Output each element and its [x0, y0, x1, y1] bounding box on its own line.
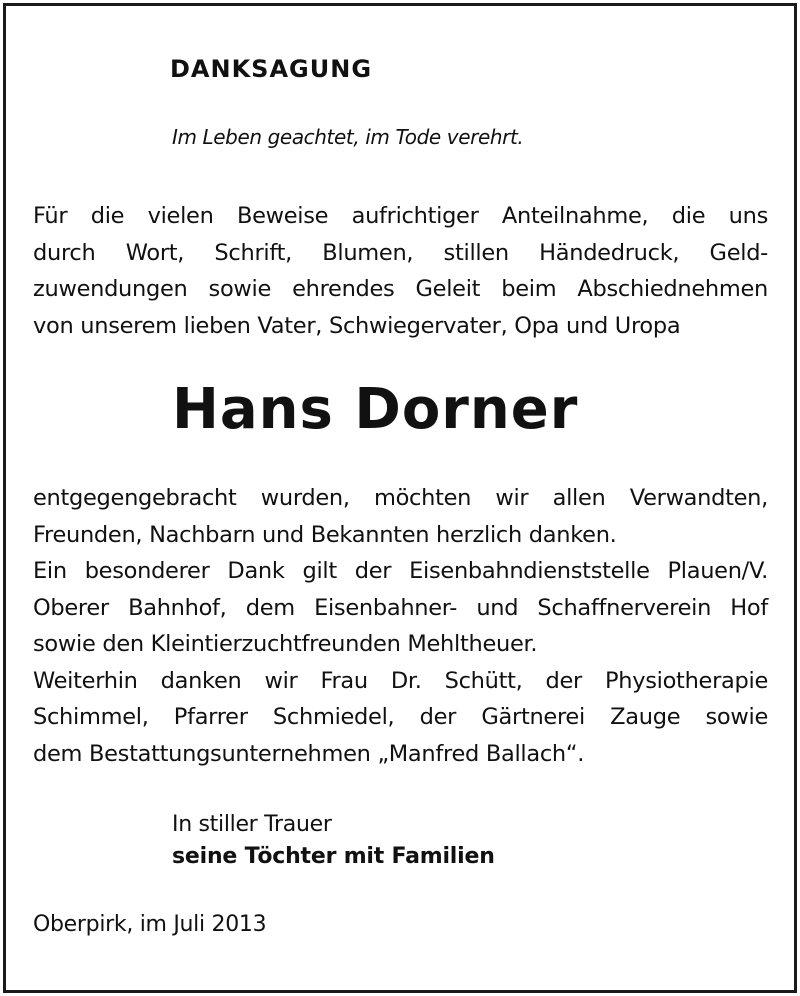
intro-paragraph — [33, 198, 768, 344]
closing-line: In stiller Trauer — [172, 812, 332, 837]
paragraph-line: Oberer Bahnhof, dem Eisenbahner- und Schaffnerverein Hof — [33, 594, 768, 621]
thanks-paragraph — [33, 480, 768, 772]
paragraph-line: Freunden, Nachbarn und Bekannten herzlich danken. — [33, 521, 617, 548]
motto: Im Leben geachtet, im Tode verehrt. — [172, 125, 524, 149]
place-date: Oberpirk, im Juli 2013 — [33, 912, 267, 937]
paragraph-line: entgegengebracht wurden, möchten wir allen Verwandten, — [33, 485, 768, 511]
paragraph-line: dem Bestattungsunternehmen „Manfred Ballach“. — [33, 740, 585, 767]
signature: seine Töchter mit Familien — [172, 844, 495, 869]
notice-heading: DANKSAGUNG — [170, 55, 373, 83]
paragraph-line: zuwendungen sowie ehrendes Geleit beim Abschiednehmen — [33, 276, 768, 302]
paragraph-line: von unserem lieben Vater, Schwiegervater, Opa und Uropa — [33, 312, 681, 339]
paragraph-line: Ein besonderer Dank gilt der Eisenbahndienststelle Plauen/V. — [33, 558, 768, 584]
paragraph-line: Für die vielen Beweise aufrichtiger Anteilnahme, die uns — [33, 203, 768, 229]
paragraph-line: Weiterhin danken wir Frau Dr. Schütt, der Physiotherapie — [33, 667, 768, 694]
paragraph-line: Schimmel, Pfarrer Schmiedel, der Gärtnerei Zauge sowie — [33, 704, 768, 730]
deceased-name: Hans Dorner — [172, 377, 579, 442]
paragraph-line: sowie den Kleintierzuchtfreunden Mehltheuer. — [33, 631, 538, 657]
paragraph-line: durch Wort, Schrift, Blumen, stillen Händedruck, Geld- — [33, 239, 768, 266]
